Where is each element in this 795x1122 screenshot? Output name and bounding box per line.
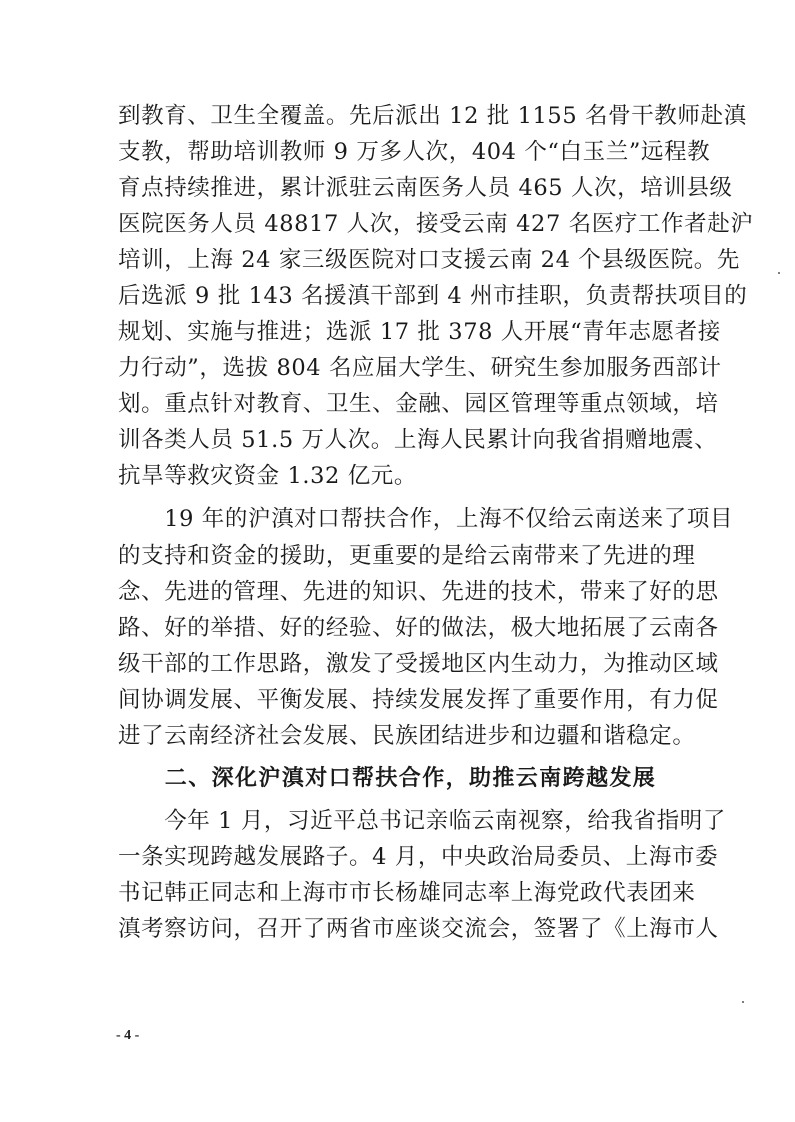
body-line: 培训，上海 24 家三级医院对口支援云南 24 个县级医院。先 <box>118 247 740 273</box>
scan-speck <box>778 272 780 274</box>
body-line: 级干部的工作思路，激发了受援地区内生动力，为推动区域 <box>118 651 719 677</box>
body-line: 一条实现跨越发展路子。4 月，中央政治局委员、上海市委 <box>118 844 719 870</box>
body-line: 支教，帮助培训教师 9 万多人次，404 个“白玉兰”远程教 <box>118 139 711 165</box>
body-line: 育点持续推进，累计派驻云南医务人员 465 人次，培训县级 <box>118 175 733 201</box>
body-line: 间协调发展、平衡发展、持续发展发挥了重要作用，有力促 <box>118 687 719 713</box>
body-line: 滇考察访问，召开了两省市座谈交流会，签署了《上海市人 <box>118 916 719 942</box>
body-line: 抗旱等救灾资金 1.32 亿元。 <box>118 463 418 489</box>
body-line: 力行动”，选拔 804 名应届大学生、研究生参加服务西部计 <box>118 355 722 381</box>
body-line: 念、先进的管理、先进的知识、先进的技术，带来了好的思 <box>118 579 719 605</box>
body-line: 今年 1 月，习近平总书记亲临云南视察，给我省指明了 <box>118 808 726 834</box>
body-line: 划。重点针对教育、卫生、金融、园区管理等重点领域，培 <box>118 391 719 417</box>
body-line: 规划、实施与推进；选派 17 批 378 人开展“青年志愿者接 <box>118 319 721 345</box>
body-line: 书记韩正同志和上海市市长杨雄同志率上海党政代表团来 <box>118 880 696 906</box>
body-line: 训各类人员 51.5 万人次。上海人民累计向我省捐赠地震、 <box>118 427 718 453</box>
body-line: 路、好的举措、好的经验、好的做法，极大地拓展了云南各 <box>118 615 719 641</box>
body-line: 19 年的沪滇对口帮扶合作，上海不仅给云南送来了项目 <box>118 506 734 532</box>
body-line: 的支持和资金的援助，更重要的是给云南带来了先进的理 <box>118 543 696 569</box>
section-heading: 二、深化沪滇对口帮扶合作，助推云南跨越发展 <box>118 766 657 791</box>
body-line: 医院医务人员 48817 人次，接受云南 427 名医疗工作者赴沪 <box>118 211 754 237</box>
body-line: 到教育、卫生全覆盖。先后派出 12 批 1155 名骨干教师赴滇 <box>118 103 747 129</box>
body-line: 后选派 9 批 143 名援滇干部到 4 州市挂职，负责帮扶项目的 <box>118 283 748 309</box>
body-line: 进了云南经济社会发展、民族团结进步和边疆和谐稳定。 <box>118 723 696 749</box>
scan-speck <box>742 1001 744 1003</box>
page-number: - 4 - <box>116 1028 140 1043</box>
